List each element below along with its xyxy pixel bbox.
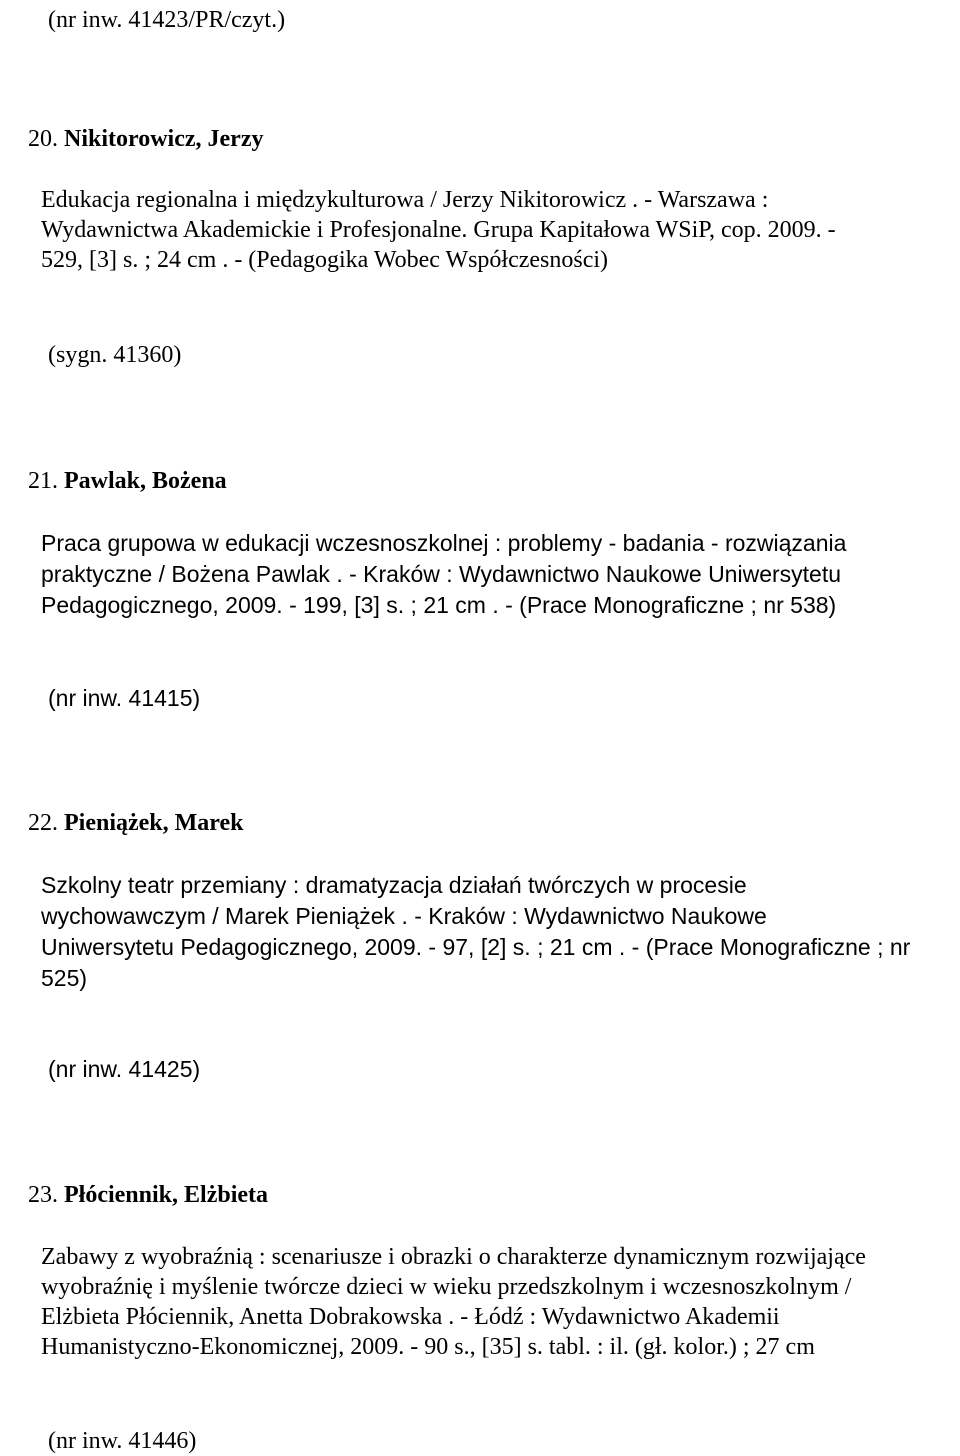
entry-description-line: Humanistyczno-Ekonomicznej, 2009. - 90 s., [35] s. tabl. : il. (gł. kolor.) ; 27 cm: [41, 1334, 815, 1360]
entry-description-line: praktyczne / Bożena Pawlak . - Kraków : Wydawnictwo Naukowe Uniwersytetu: [41, 561, 842, 587]
entry-description-line: Wydawnictwa Akademickie i Profesjonalne. Grupa Kapitałowa WSiP, cop. 2009. -: [41, 217, 836, 243]
entry-description-line: Uniwersytetu Pedagogicznego, 2009. - 97, [2] s. ; 21 cm . - (Prace Monograficzne ; nr: [41, 934, 911, 960]
entry-description-line: Pedagogicznego, 2009. - 199, [3] s. ; 21 cm . - (Prace Monograficzne ; nr 538): [41, 592, 837, 618]
entry-heading: [28, 808, 244, 838]
entry-description-line: Zabawy z wyobraźnią : scenariusze i obrazki o charakterze dynamicznym rozwijające: [41, 1244, 866, 1270]
entry-author: Nikitorowicz, Jerzy: [64, 126, 264, 152]
entry-description-line: Edukacja regionalna i międzykulturowa / Jerzy Nikitorowicz . - Warszawa :: [41, 187, 769, 213]
entry-signature: (sygn. 41360): [48, 342, 182, 368]
previous-entry-inventory-number: (nr inw. 41423/PR/czyt.): [48, 7, 286, 33]
entry-heading: [28, 1180, 268, 1210]
entry-inventory-number: (nr inw. 41415): [48, 685, 201, 711]
entry-inventory-number: (nr inw. 41446): [48, 1428, 197, 1454]
entry-heading: [28, 466, 227, 496]
entry-heading: [28, 124, 264, 154]
entry-description-line: wychowawczym / Marek Pieniążek . - Kraków : Wydawnictwo Naukowe: [41, 903, 767, 929]
entry-inventory-number: (nr inw. 41425): [48, 1056, 201, 1082]
entry-description-line: 525): [41, 965, 88, 991]
entry-description-line: 529, [3] s. ; 24 cm . - (Pedagogika Wobec Współczesności): [41, 247, 609, 273]
entry-author: Płóciennik, Elżbieta: [64, 1182, 268, 1208]
entry-number: 20.: [28, 126, 58, 152]
entry-description-line: Szkolny teatr przemiany : dramatyzacja działań twórczych w procesie: [41, 872, 747, 898]
entry-number: 21.: [28, 468, 58, 494]
entry-author: Pawlak, Bożena: [64, 468, 227, 494]
entry-number: 22.: [28, 810, 58, 836]
entry-number: 23.: [28, 1182, 58, 1208]
entry-description-line: Praca grupowa w edukacji wczesnoszkolnej : problemy - badania - rozwiązania: [41, 530, 847, 556]
entry-author: Pieniążek, Marek: [64, 810, 244, 836]
entry-description-line: Elżbieta Płóciennik, Anetta Dobrakowska . - Łódź : Wydawnictwo Akademii: [41, 1304, 780, 1330]
entry-description-line: wyobraźnię i myślenie twórcze dzieci w wieku przedszkolnym i wczesnoszkolnym /: [41, 1274, 852, 1300]
